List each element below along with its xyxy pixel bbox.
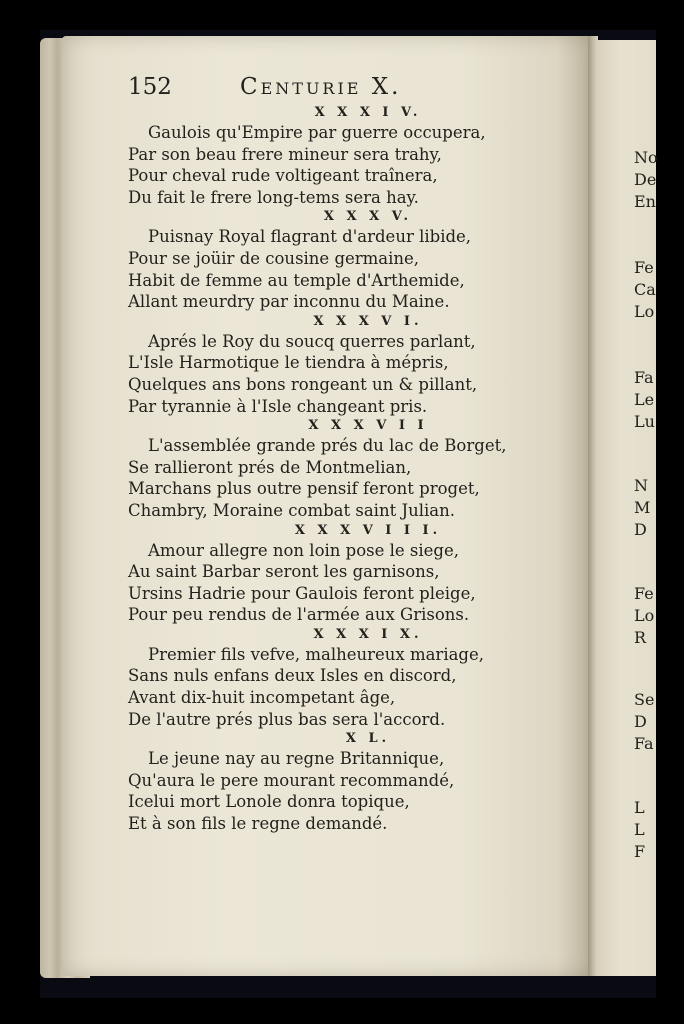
right-page-fragment: En: [634, 192, 656, 211]
verse-line: Premier fils vefve, malheureux mariage,: [148, 644, 485, 664]
verse-line: L'assemblée grande prés du lac de Borget,: [148, 436, 507, 456]
verse-line: Habit de femme au temple d'Arthemide,: [128, 270, 465, 290]
verse-line: Gaulois qu'Empire par guerre occupera,: [148, 123, 486, 142]
right-page-fragment: F: [634, 842, 646, 861]
verse-line: Aprés le Roy du soucq querres parlant,: [148, 331, 476, 351]
verse-line: Par son beau frere mineur sera trahy,: [128, 144, 442, 164]
right-page-fragment: Lo: [634, 606, 655, 625]
right-page-fragment: Fe: [634, 584, 654, 603]
stanza-number: X L.: [345, 731, 391, 747]
verse-line: Quelques ans bons rongeant un & pillant,: [128, 374, 478, 394]
verse-line: Le jeune nay au regne Britannique,: [148, 749, 445, 769]
stanza-number: X X X V I I: [308, 418, 428, 434]
right-page-fragment: Ca: [634, 280, 656, 299]
verse-line: De l'autre prés plus bas sera l'accord.: [128, 709, 446, 729]
verse-line: Chambry, Moraine combat saint Julian.: [128, 500, 455, 520]
right-page-fragment: Lu: [634, 412, 655, 431]
verse-line: Amour allegre non loin pose le siege,: [148, 540, 460, 560]
verse-line: Marchans plus outre pensif feront proget,: [128, 479, 480, 499]
stanza-number: X X X V.: [323, 209, 413, 225]
verse-line: Avant dix-huit incompetant âge,: [128, 688, 396, 708]
right-page-fragment: N: [634, 476, 648, 495]
right-page-fragment: De: [634, 170, 657, 189]
page-header: [128, 72, 528, 106]
right-page-fragment: L: [634, 798, 645, 817]
verse-line: Et à son fils le regne demandé.: [128, 814, 388, 834]
verse-line: Icelui mort Lonole donra topique,: [128, 792, 410, 812]
right-page-fragment: Fa: [634, 368, 654, 387]
right-page-fragment: No: [634, 148, 658, 167]
verse-column: [128, 104, 548, 835]
right-page-fragment: Le: [634, 390, 655, 409]
right-page-fragment: D: [634, 712, 647, 731]
stanza-number: X X X V I I I.: [294, 522, 442, 538]
verse-line: Qu'aura le pere mourant recommandé,: [128, 770, 455, 790]
verse-line: L'Isle Harmotique le tiendra à mépris,: [128, 353, 449, 373]
right-page-fragment: Lo: [634, 302, 655, 321]
right-page-fragment: Fe: [634, 258, 654, 277]
page-number: 152: [128, 74, 172, 100]
verse-line: Sans nuls enfans deux Isles en discord,: [128, 666, 457, 686]
verse-line: Du fait le frere long-tems sera hay.: [128, 187, 419, 207]
stanza-number: X X X I V.: [314, 105, 422, 120]
verse-line: Allant meurdry par inconnu du Maine.: [128, 292, 450, 312]
verse-line: Se rallieront prés de Montmelian,: [128, 457, 412, 477]
right-page-fragment: Fa: [634, 734, 654, 753]
right-page-fragment: D: [634, 520, 647, 539]
verse-line: Par tyrannie à l'Isle changeant pris.: [128, 396, 428, 416]
verse-line: Au saint Barbar seront les garnisons,: [128, 562, 440, 582]
stanza-number: X X X V I.: [313, 313, 423, 329]
right-page-fragment: R: [634, 628, 647, 647]
verse-line: Pour peu rendus de l'armée aux Grisons.: [128, 605, 470, 625]
right-page-fragment: L: [634, 820, 645, 839]
verse-line: Pour cheval rude voltigeant traînera,: [128, 166, 438, 186]
stanza-number: X X X I X.: [313, 626, 423, 642]
right-page-fragment: M: [634, 498, 651, 517]
right-page-fragment: Se: [634, 690, 655, 709]
verse-line: Pour se joüir de cousine germaine,: [128, 248, 420, 268]
verse-line: Ursins Hadrie pour Gaulois feront pleige,: [128, 583, 476, 603]
running-head: Centurie X.: [240, 74, 402, 100]
verse-line: Puisnay Royal flagrant d'ardeur libide,: [148, 227, 472, 247]
